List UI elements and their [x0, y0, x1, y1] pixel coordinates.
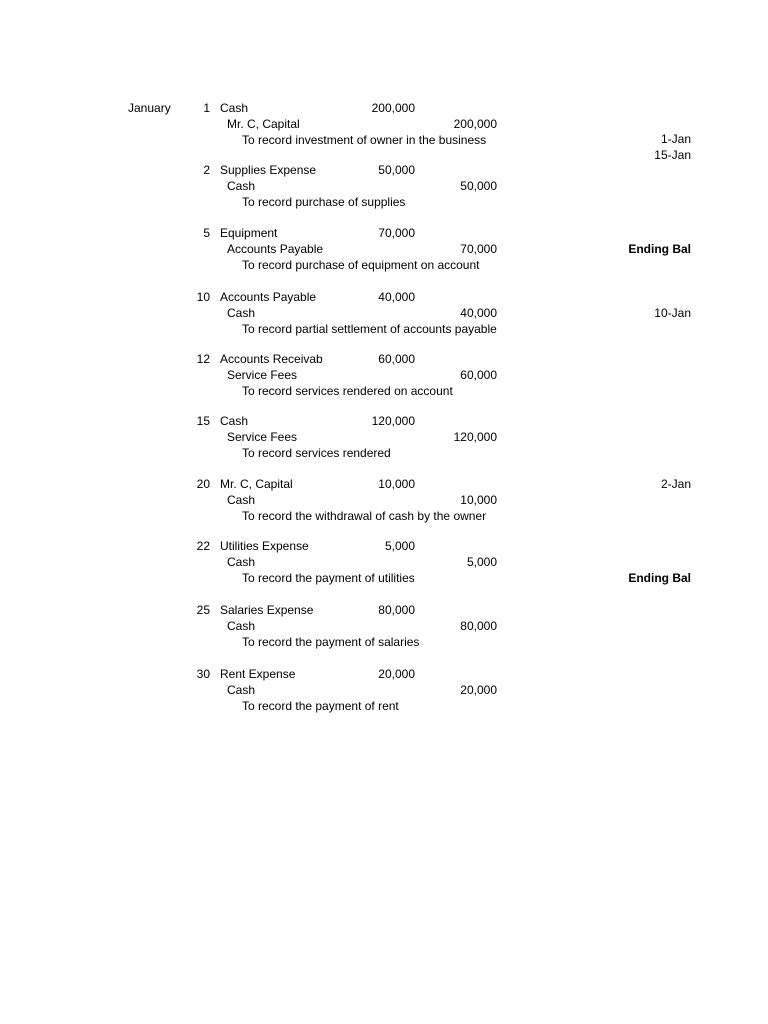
entry-day: 1: [203, 101, 210, 115]
credit-account: Cash: [227, 306, 256, 320]
entry-memo: To record the withdrawal of cash by the owner: [242, 509, 487, 523]
credit-amount: 5,000: [466, 555, 497, 569]
debit-amount: 80,000: [378, 603, 415, 617]
credit-account: Cash: [227, 619, 256, 633]
entry-day: 20: [196, 477, 210, 491]
debit-account: Cash: [220, 414, 249, 428]
debit-account: Salaries Expense: [220, 603, 314, 617]
credit-account: Mr. C, Capital: [227, 117, 300, 131]
credit-account: Cash: [227, 555, 256, 569]
side-note: 10-Jan: [654, 306, 691, 320]
debit-amount: 70,000: [378, 226, 415, 240]
entry-day: 30: [196, 667, 210, 681]
debit-amount: 50,000: [378, 163, 415, 177]
credit-account: Service Fees: [227, 430, 298, 444]
debit-amount: 40,000: [378, 290, 415, 304]
debit-account: Accounts Payable: [220, 290, 317, 304]
debit-account: Cash: [220, 101, 249, 115]
debit-amount: 60,000: [378, 352, 415, 366]
credit-account: Cash: [227, 493, 256, 507]
debit-account: Accounts Receivab: [220, 352, 323, 366]
side-note: 1-Jan: [660, 132, 691, 146]
entry-day: 12: [196, 352, 210, 366]
credit-amount: 50,000: [460, 179, 497, 193]
debit-amount: 10,000: [378, 477, 415, 491]
credit-amount: 120,000: [453, 430, 497, 444]
credit-amount: 200,000: [453, 117, 497, 131]
entry-memo: To record the payment of utilities: [242, 571, 415, 585]
credit-amount: 10,000: [460, 493, 497, 507]
credit-account: Cash: [227, 179, 256, 193]
debit-account: Supplies Expense: [220, 163, 317, 177]
entry-day: 5: [203, 226, 210, 240]
credit-amount: 20,000: [460, 683, 497, 697]
credit-account: Cash: [227, 683, 256, 697]
side-note: Ending Bal: [628, 571, 691, 585]
entry-memo: To record services rendered: [242, 446, 391, 460]
entry-day: 2: [203, 163, 210, 177]
entry-memo: To record services rendered on account: [242, 384, 453, 398]
entry-day: 22: [196, 539, 210, 553]
debit-amount: 5,000: [384, 539, 415, 553]
debit-account: Mr. C, Capital: [220, 477, 293, 491]
side-note: Ending Bal: [628, 242, 691, 256]
entry-memo: To record the payment of rent: [242, 699, 399, 713]
credit-amount: 60,000: [460, 368, 497, 382]
credit-amount: 80,000: [460, 619, 497, 633]
credit-amount: 40,000: [460, 306, 497, 320]
entry-memo: To record partial settlement of accounts payable: [242, 322, 497, 336]
side-note: 2-Jan: [660, 477, 691, 491]
entry-memo: To record purchase of equipment on account: [242, 258, 480, 272]
debit-account: Utilities Expense: [220, 539, 309, 553]
credit-account: Service Fees: [227, 368, 298, 382]
credit-account: Accounts Payable: [227, 242, 324, 256]
credit-amount: 70,000: [460, 242, 497, 256]
debit-amount: 20,000: [378, 667, 415, 681]
entry-memo: To record purchase of supplies: [242, 195, 406, 209]
debit-amount: 120,000: [371, 414, 415, 428]
entry-memo: To record the payment of salaries: [242, 635, 420, 649]
entry-day: 15: [196, 414, 210, 428]
entry-memo: To record investment of owner in the business: [242, 133, 487, 147]
side-note: 15-Jan: [654, 148, 691, 162]
month-label: January: [128, 101, 171, 115]
debit-amount: 200,000: [371, 101, 415, 115]
debit-account: Rent Expense: [220, 667, 296, 681]
entry-day: 25: [196, 603, 210, 617]
entry-day: 10: [196, 290, 210, 304]
debit-account: Equipment: [220, 226, 278, 240]
